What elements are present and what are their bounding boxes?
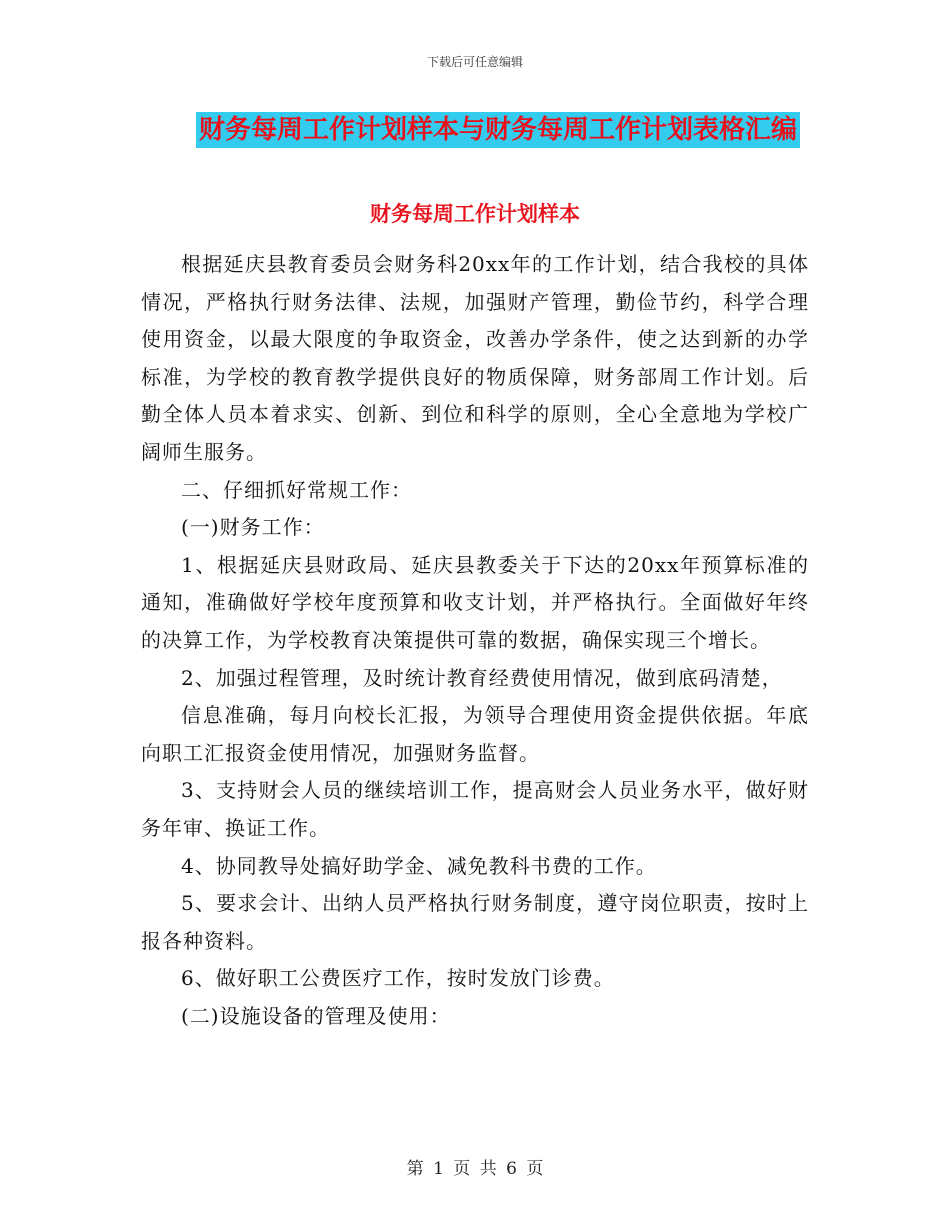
document-title: 财务每周工作计划样本与财务每周工作计划表格汇编 xyxy=(196,112,800,148)
header-note: 下载后可任意编辑 xyxy=(426,55,523,69)
page-number: 第 1 页 共 6 页 xyxy=(406,1159,544,1179)
paragraph-intro: 根据延庆县教育委员会财务科20xx年的工作计划，结合我校的具体情况，严格执行财务法律、法规，加强财产管理，勤俭节约，科学合理使用资金，以最大限度的争取资金，改善办学条件，使之达到新的办学标准，为学校的教育教学提供良好的物质保障，财务部周工作计划。后勤全体人员本着求实、创新、到位和科学的原则，全心全意地为学校广阔师生服务。 xyxy=(141,252,809,464)
list-item-accounting-rules: 5、要求会计、出纳人员严格执行财务制度，遵守岗位职责，按时上报各种资料。 xyxy=(141,891,809,953)
heading-facilities: (二)设施设备的管理及使用： xyxy=(181,1003,451,1028)
list-item-grants: 4、协同教导处搞好助学金、减免教科书费的工作。 xyxy=(181,853,657,878)
document-body xyxy=(141,246,809,1035)
list-item-medical: 6、做好职工公费医疗工作，按时发放门诊费。 xyxy=(181,966,615,991)
list-item-process-management-continued: 信息准确，每月向校长汇报，为领导合理使用资金提供依据。年底向职工汇报资金使用情况，加强财务监督。 xyxy=(141,703,809,765)
section-title: 财务每周工作计划样本 xyxy=(370,202,580,226)
list-item-training: 3、支持财会人员的继续培训工作，提高财会人员业务水平，做好财务年审、换证工作。 xyxy=(141,778,809,840)
heading-routine-work: 二、仔细抓好常规工作： xyxy=(181,477,412,502)
heading-finance-work: (一)财务工作： xyxy=(181,515,325,540)
list-item-budget: 1、根据延庆县财政局、延庆县教委关于下达的20xx年预算标准的通知，准确做好学校年度预算和收支计划，并严格执行。全面做好年终的决算工作，为学校教育决策提供可靠的数据，确保实现三个增长。 xyxy=(141,552,809,652)
list-item-process-management: 2、加强过程管理，及时统计教育经费使用情况，做到底码清楚， xyxy=(181,665,783,690)
